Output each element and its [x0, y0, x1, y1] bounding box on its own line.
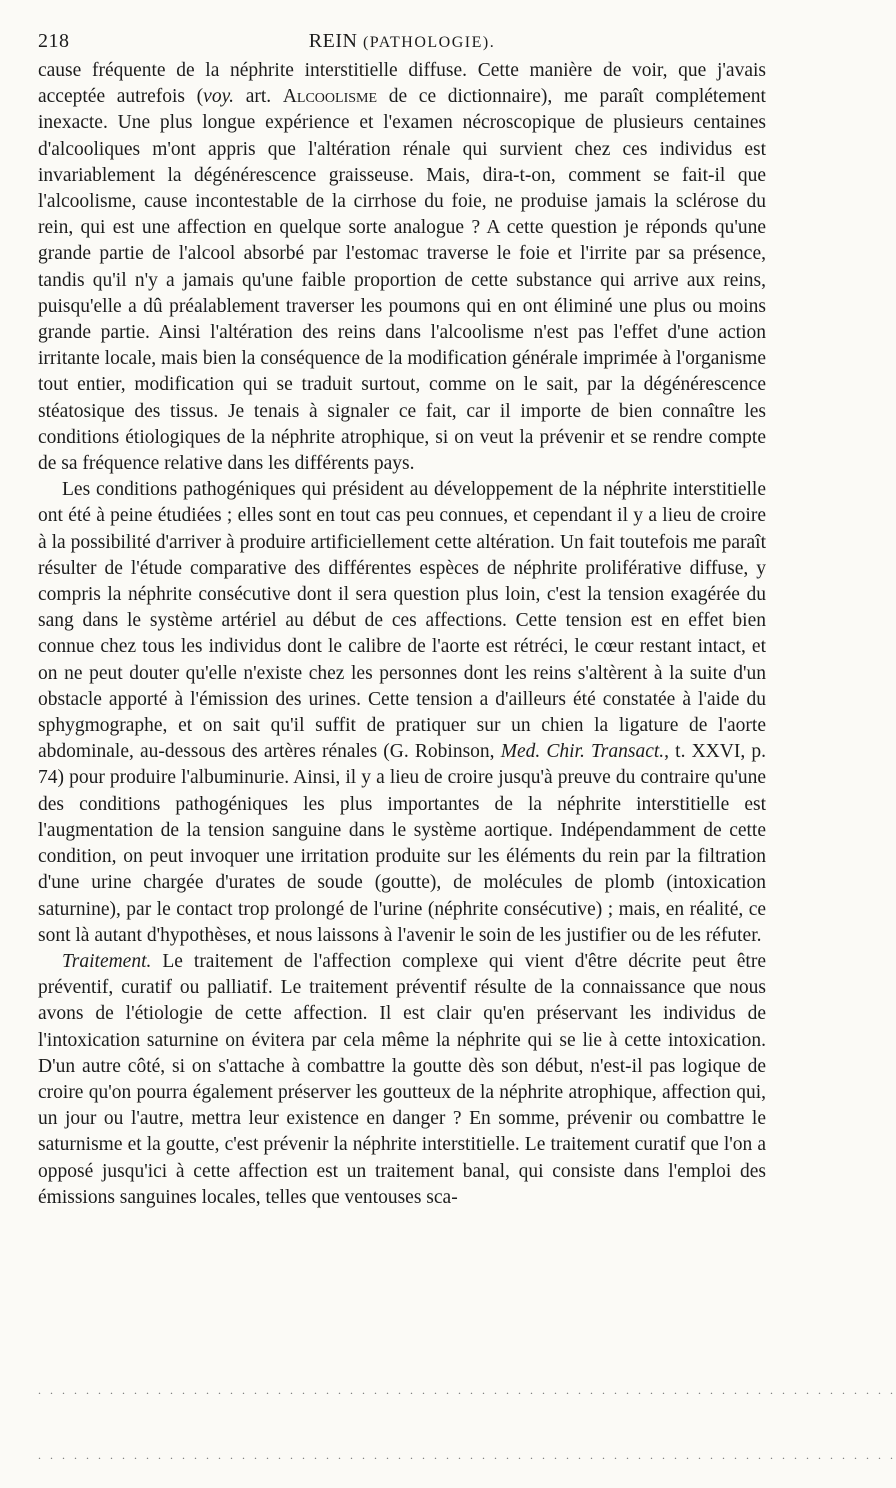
- section-heading-traitement: Traitement.: [62, 950, 152, 972]
- p3-text-b: Le traitement de l'affection complexe qui vient d'être décrite peut être préventif, curatif ou palliatif. Le traitement préventif résulte de la connaissance que nous avons de l'étiologie de cette affection. Il est clair qu'en préservant les individus de l'intoxication saturnine on évitera par cela même la néphrite qui se lie à cette intoxication. D'un autre côté, si on s'attache à combattre la goutte dès son début, n'est-il pas logique de croire qu'on pourra également préserver les goutteux de la néphrite atrophique, affection qui, un jour ou l'autre, mettra leur existence en danger ? En somme, prévenir ou combattre le saturnisme et la goutte, c'est prévenir la néphrite interstitielle. Le traitement curatif que l'on a opposé jusqu'ici à cette affection est un traitement banal, qui consiste dans l'emploi des émissions sanguines locales, telles que ventouses sca-: [38, 950, 766, 1208]
- p2-text-c: , t. XXVI, p. 74) pour produire l'albuminurie. Ainsi, il y a lieu de croire jusqu'à preuve du contraire qu'une des conditions pathogéniques les plus importantes de la néphrite interstitielle est l'augmentation de la tension sanguine dans le système aortique. Indépendamment de cette condition, on peut invoquer une irritation produite sur les éléments du rein par la filtration d'une urine chargée d'urates de soude (goutte), de molécules de plomb (intoxication saturnine), par le contact trop prolongé de l'urine (néphrite consécutive) ; mais, en réalité, ce sont là autant d'hypothèses, et nous laissons à l'avenir le soin de les justifier ou de les réfuter.: [38, 741, 766, 946]
- paragraph-1: [38, 58, 766, 477]
- running-head: [38, 22, 766, 58]
- p2-text-a: Les conditions pathogéniques qui président au développement de la néphrite interstitielle ont été à peine étudiées ; elles sont en tout cas peu connues, et cependant il y a lieu de croire à la possibilité d'arriver à produire artificiellement cette altération. Un fait toutefois me paraît résulter de l'étude comparative des différentes espèces de néphrite proliférative diffuse, y compris la néphrite consécutive dont il sera question plus loin, c'est la tension exagérée du sang dans le système artériel au début de ces affections. Cette tension est en effet bien connue chez tous les individus dont le calibre de l'aorte est rétréci, le cœur restant intact, et on ne peut douter qu'elle n'existe chez les personnes dont les reins s'altèrent à la suite d'un obstacle apporté à l'émission des urines. Cette tension a d'ailleurs été constatée à l'aide du sphygmographe, et on sait qu'il suffit de pratiquer sur un chien la ligature de l'aorte abdominale, au-dessous des artères rénales (G. Robinson,: [38, 479, 766, 763]
- p1-text-a: cause fréquente de la néphrite interstitielle diffuse. Cette manière de voir, que j'avais acceptée autrefois (: [38, 60, 766, 108]
- p1-text-c: art.: [234, 86, 283, 108]
- paragraph-3: [38, 949, 766, 1211]
- paragraph-2: [38, 477, 766, 949]
- p1-italic-voy: voy.: [203, 86, 235, 108]
- p2-citation: Med. Chir. Transact.: [500, 741, 665, 763]
- running-title-subtitle: (PATHOLOGIE).: [362, 34, 496, 51]
- p1-text-e: de ce dictionnaire), me paraît complétement inexacte. Une plus longue expérience et l'examen nécroscopique de plusieurs centaines d'alcooliques m'ont appris que l'altération rénale qui survient chez ces individus est invariablement la dégénérescence graisseuse. Mais, dira-t-on, comment se fait-il que l'alcoolisme, cause incontestable de la cirrhose du foie, ne produise jamais la sclérose du rein, qui est une affection en quelque sorte analogue ? A cette question je réponds qu'une grande partie de l'alcool absorbé par l'estomac traverse le foie et l'irrite par sa présence, tandis qu'il n'y a jamais qu'une faible proportion de cette substance qui arrive aux reins, puisqu'elle a dû préalablement traverser les poumons qui en ont éliminé une plus ou moins grande partie. Ainsi l'altération des reins dans l'alcoolisme n'est pas l'effet d'une action irritante locale, mais bien la conséquence de la modification générale imprimée à l'organisme tout entier, modification qui se traduit surtout, comme on le sait, par la dégénérescence stéatosique des tissus. Je tenais à signaler ce fait, car il importe de bien connaître les conditions étiologiques de la néphrite atrophique, si on veut la prévenir et se rendre compte de sa fréquence relative dans les différents pays.: [38, 86, 766, 475]
- running-title-main: REIN: [308, 30, 358, 52]
- page-number: 218: [38, 30, 70, 52]
- body-text: [38, 58, 766, 1211]
- footer-dotted-rule-1: . . . . . . . . . . . . . . . . . . . . . . . . . . . . . . . . . . . . . . . . . . . . . . . . . . . . . . . . . . . . . . . . . . . . . . . .: [38, 1383, 896, 1397]
- footer-dotted-rule-2: . . . . . . . . . . . . . . . . . . . . . . . . . . . . . . . . . . . . . . . . . . . . . . . . . . . . . . . . . . . . . . . . . . . . . . . .: [38, 1448, 896, 1462]
- p1-article-ref: Alcoolisme: [282, 86, 378, 108]
- running-title: [38, 30, 766, 53]
